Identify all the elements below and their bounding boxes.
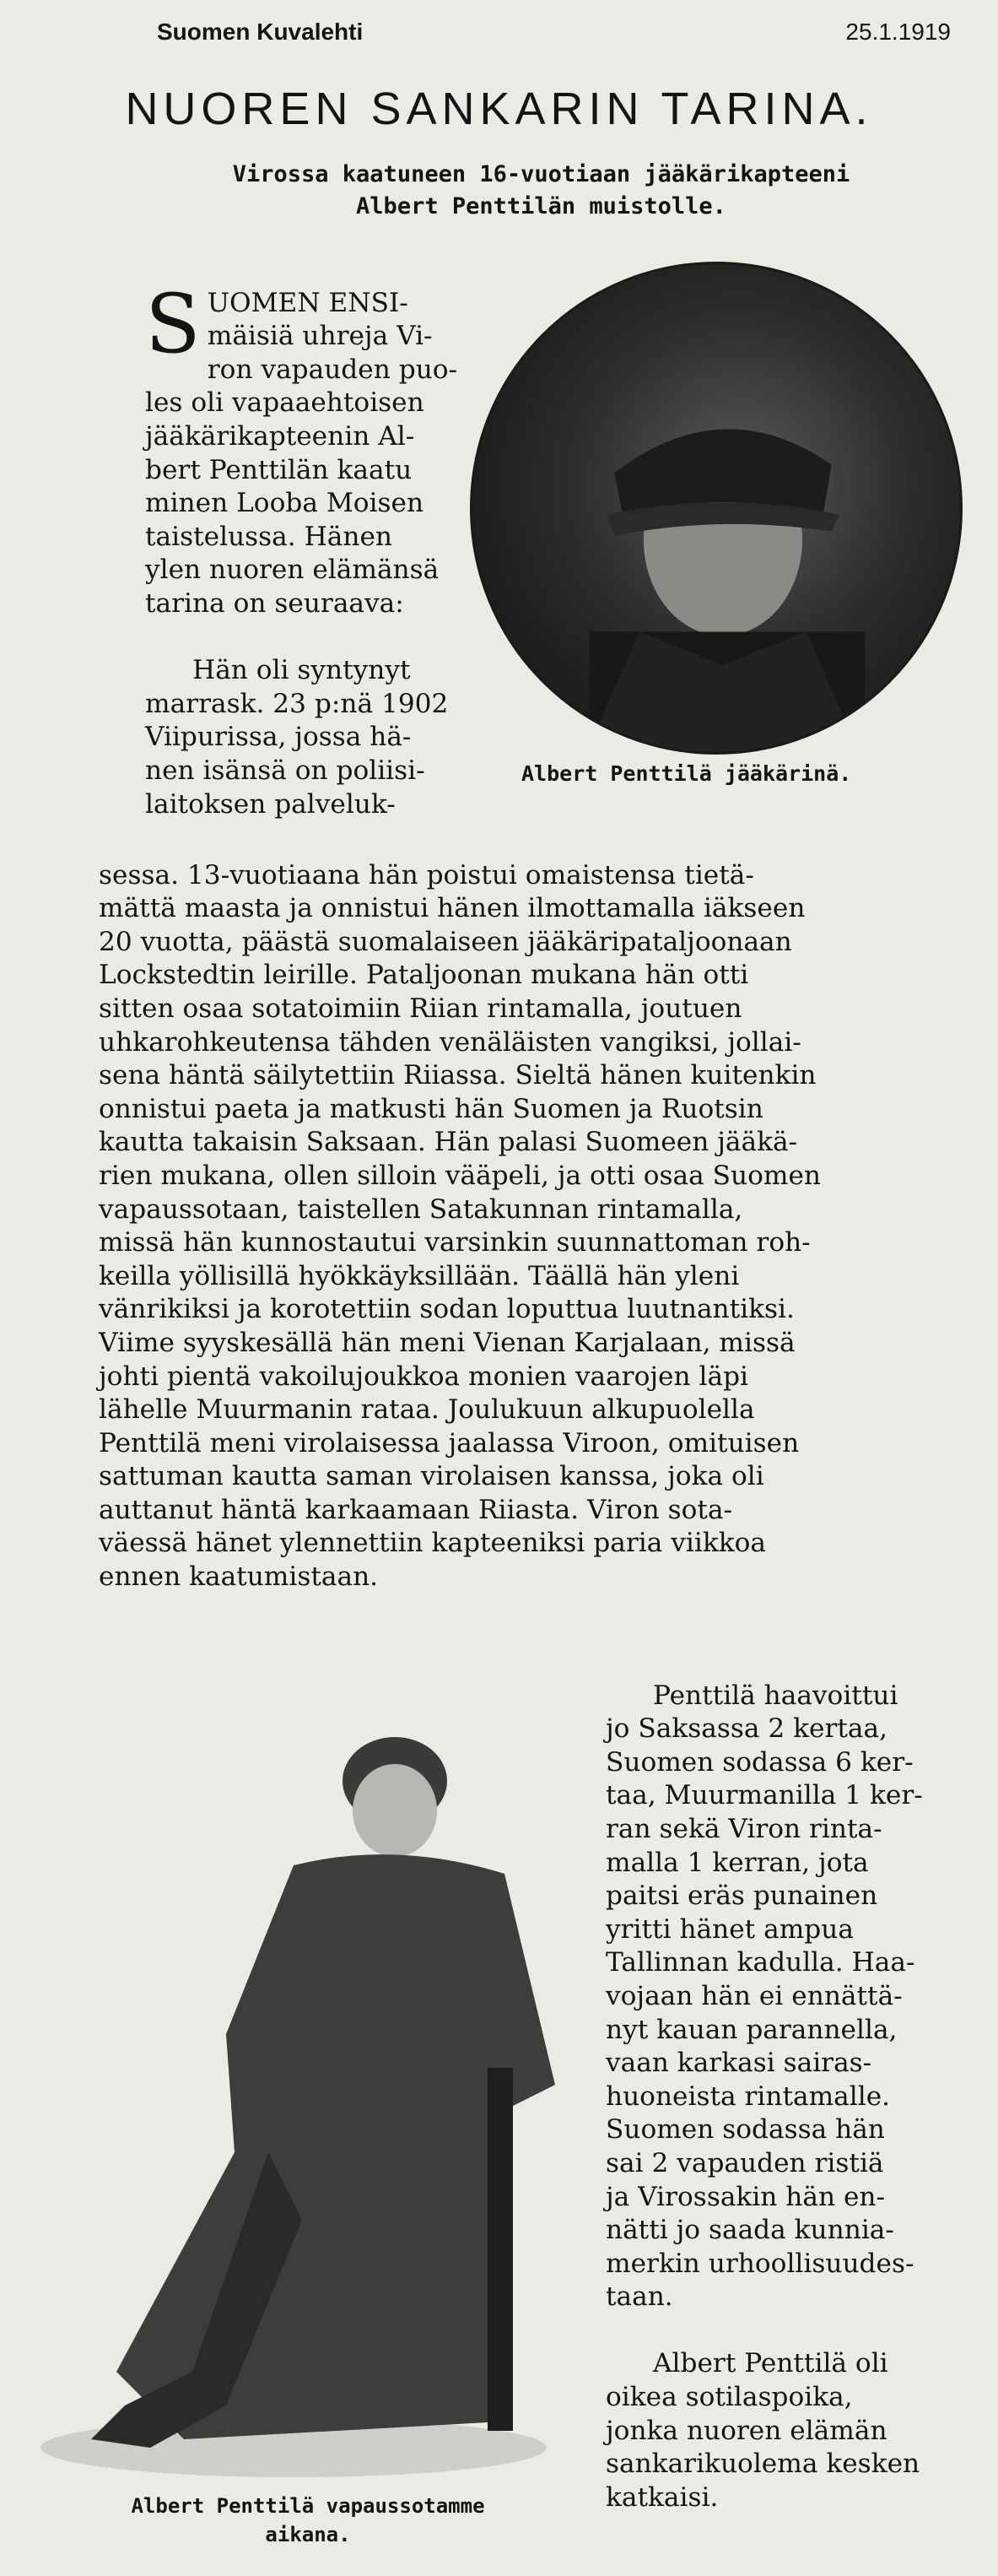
issue-date: 25.1.1919 xyxy=(845,19,951,45)
drop-cap: S xyxy=(145,276,201,371)
closing-paragraph: Albert Penttilä oli oikea sotilaspoika, jonka nuoren elämän sankarikuolema kesken katkaisi. xyxy=(606,2348,920,2513)
publication-name: Suomen Kuvalehti xyxy=(157,19,364,45)
main-column xyxy=(99,825,956,1627)
portrait-caption: Albert Penttilä jääkärinä. xyxy=(521,761,852,786)
article-subtitle xyxy=(127,159,956,223)
right-column xyxy=(606,1646,967,2548)
seated-photo xyxy=(15,1680,597,2481)
intro-first-line: UOMEN ENSI- xyxy=(207,287,408,318)
intro-column xyxy=(145,253,472,855)
portrait-image xyxy=(472,264,960,752)
portrait-photo xyxy=(470,262,963,755)
seated-caption-line-1: Albert Penttilä vapaussotamme xyxy=(131,2494,485,2518)
subtitle-line-2: Albert Penttilän muistolle. xyxy=(356,193,726,219)
article-title: NUOREN SANKARIN TARINA. xyxy=(125,84,873,134)
seated-caption xyxy=(34,2492,582,2549)
intro-paragraph xyxy=(145,276,472,621)
main-paragraph: sessa. 13-vuotiaana hän poistui omaistensa tietä- mättä maasta ja onnistui hänen ilmottamalla iäkseen 20 vuotta, päästä suomalaiseen jääkäripataljoonaan Lockstedtin leirille. Pataljoonan mukana hän otti sitten osaa sotatoimiin Riian rintamalla, joutuen uhkarohkeutensa tähden venäläisten vangiksi, jollai- sena häntä säilytettiin Riiassa. Sieltä hänen kuitenkin onnistui paeta ja matkusti hän Suomen ja Ruotsin kautta takaisin Saksaan. Hän palasi Suomeen jääkä- rien mukana, ollen silloin vääpeli, ja otti osaa Suomen vapaussotaan, taistellen Satakunnan rintamalla, missä hän kunnostautui varsinkin suunnattoman roh- keilla yöllisillä hyökkäyksillään. Täällä hän yleni vänrikiksi ja korotettiin sodan loputtua luutnantiksi. Viime syyskesällä hän meni Vienan Karjalaan, missä johti pientä vakoilujoukkoa monien vaarojen läpi lähelle Muurmanin rataa. Joulukuun alkupuolella Penttilä meni virolaisessa jaalassa Viroon, omituisen sattuman kautta saman virolaisen kanssa, joka oli auttanut häntä karkaamaan Riiasta. Viron sota- väessä hänet ylennettiin kapteeniksi paria viikkoa ennen kaatumistaan. xyxy=(99,859,821,1593)
birth-paragraph-start: Hän oli syntynyt marrask. 23 p:nä 1902 Viipurissa, jossa hä- nen isänsä on poliisi- laitoksen palveluk- xyxy=(145,655,449,820)
seated-caption-line-2: aikana. xyxy=(265,2523,351,2546)
wounds-paragraph: Penttilä haavoittui jo Saksassa 2 kertaa, Suomen sodassa 6 ker- taa, Muurmanilla 1 ker- ran sekä Viron rinta- malla 1 kerran, jota paitsi eräs punainen yritti hänet ampua Tallinnan kadulla. Haa- vojaan hän ei ennättä- nyt kauan parannella, vaan karkasi sairas- huoneista rintamalle. Suomen sodassa hän sai 2 vapauden ristiä ja Virossakin hän en- nätti jo saada kunnia- merkin urhoollisuudes- taan. xyxy=(606,1680,923,2313)
seated-image xyxy=(15,1680,597,2481)
subtitle-line-1: Virossa kaatuneen 16-vuotiaan jääkärikapteeni xyxy=(232,161,850,187)
intro-rest: mäisiä uhreja Vi- ron vapauden puo- les oli vapaaehtoisen jääkärikapteenin Al- bert Penttilän kaatu minen Looba Moisen taistelussa. Hänen ylen nuoren elämänsä tarina on seuraava: xyxy=(145,321,458,619)
